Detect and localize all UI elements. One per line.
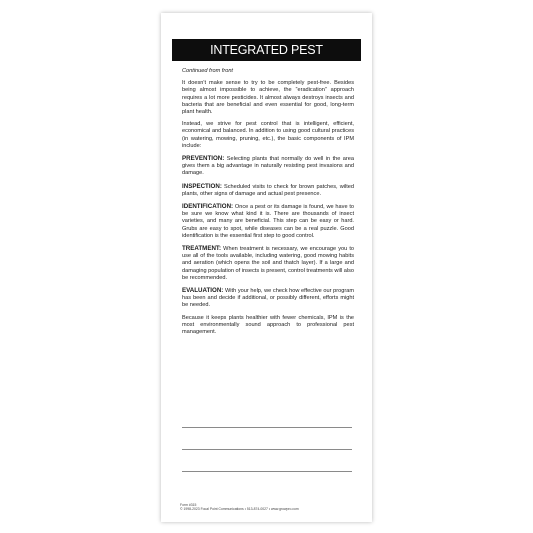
prevention-text: Selecting plants that normally do well in the area gives them a big advantage in naturally resisting pest invasions and damage.: [182, 156, 354, 177]
body-text: [182, 68, 354, 341]
prevention-paragraph: [182, 155, 354, 178]
write-in-line-3: [182, 471, 352, 472]
intro-paragraph-2: Instead, we strive for pest control that is intelligent, efficient, economical and balanced. In addition to using good cultural practices (in watering, mowing, pruning, etc.), the basic components of IPM include:: [182, 121, 354, 149]
inspection-term: INSPECTION:: [182, 182, 222, 190]
treatment-term: TREATMENT:: [182, 245, 222, 253]
closing-paragraph: Because it keeps plants healthier with fewer chemicals, IPM is the most environmentally sound approach to professional pest management.: [182, 314, 354, 336]
continued-note: Continued from front: [182, 68, 233, 74]
title-banner: INTEGRATED PEST MANAGEMENT: [172, 39, 361, 61]
form-number: Form #315: [180, 503, 197, 507]
identification-paragraph: [182, 203, 354, 240]
evaluation-paragraph: [182, 287, 354, 310]
ipm-info-card: [161, 13, 372, 522]
footer: [180, 503, 360, 512]
evaluation-term: EVALUATION:: [182, 287, 224, 295]
inspection-text: Scheduled visits to check for brown patches, wilted plants, other signs of damage and actual pest presence.: [182, 183, 354, 197]
identification-text: Once a pest or its damage is found, we have to be sure we know what kind it is. There are thousands of insect varieties, and many are beneficial. This step can be easy or hard. Grubs are easy to spot, while diseases can be a real puzzle. Good identification is the essential first step to good control.: [182, 204, 354, 239]
intro-paragraph-1: It doesn't make sense to try to be completely pest-free. Besides being almost impossible to achieve, the “eradication” approach requires a lot more pesticides. It almost always destroys insects and bacteria that are beneficial and even essential for good, long-term plant health.: [182, 80, 354, 116]
identification-term: IDENTIFICATION:: [182, 203, 234, 211]
prevention-term: PREVENTION:: [182, 155, 225, 163]
write-in-line-1: [182, 427, 352, 428]
treatment-text: When treatment is necessary, we encourage you to use all of the tools available, including watering, good mowing habits and aeration (which opens the soil and thatch layer). If a large and damaging population of insects is present, control treatments will also be recommended.: [182, 246, 354, 281]
treatment-paragraph: [182, 245, 354, 282]
evaluation-text: With your help, we check how effective our program has been and decide if additional, or possibly different, efforts might be needed.: [182, 288, 354, 309]
copyright-line: © 1998-2023 Focal Point Communications • 513-874-0027 • www.growpro.com: [180, 507, 299, 512]
write-in-line-2: [182, 449, 352, 450]
inspection-paragraph: [182, 183, 354, 198]
